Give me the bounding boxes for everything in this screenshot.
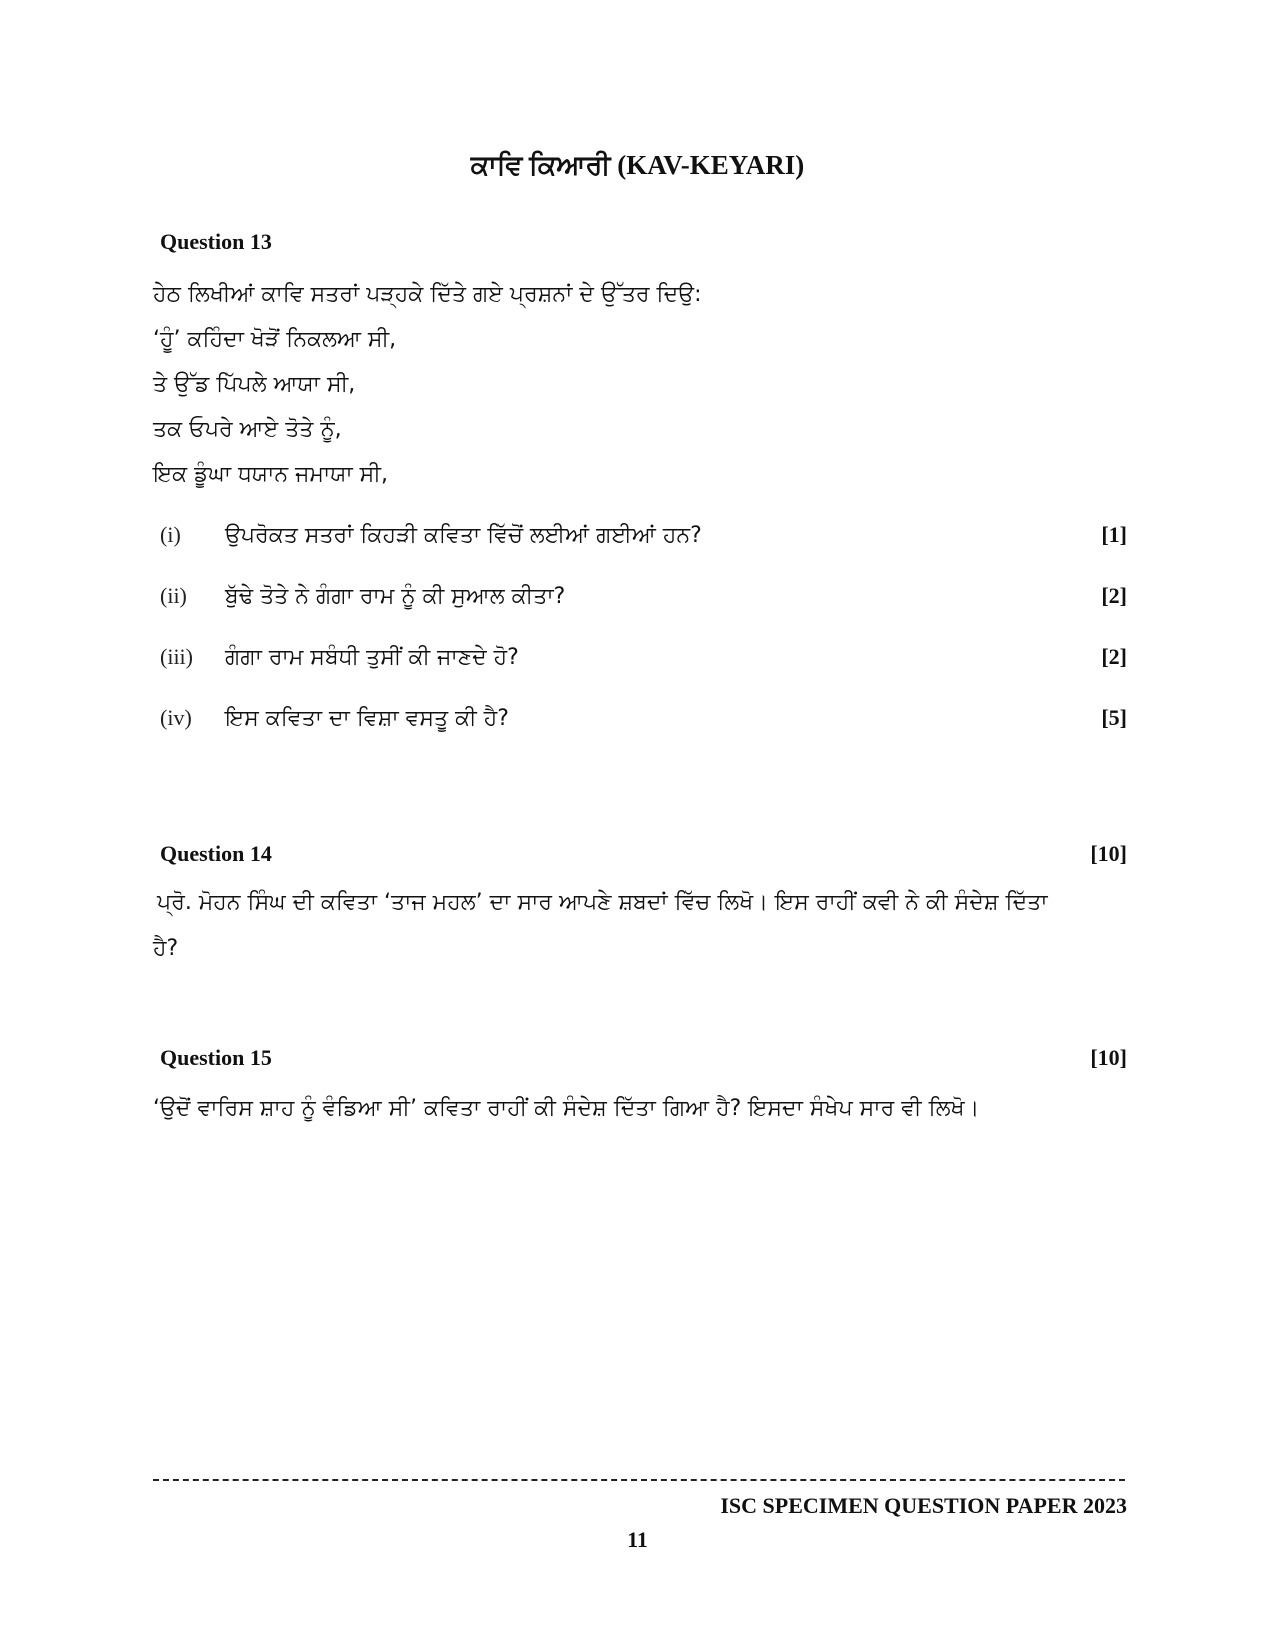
sub-question-number: (i) xyxy=(160,522,181,547)
poem-line-4: ਇਕ ਡੂੰਘਾ ਧਯਾਨ ਜਮਾਯਾ ਸੀ, xyxy=(153,462,388,487)
sub-question-ii xyxy=(160,583,1127,609)
question-13-instruction: ਹੇਠ ਲਿਖੀਆਂ ਕਾਵਿ ਸਤਰਾਂ ਪੜ੍ਹਕੇ ਦਿੱਤੇ ਗਏ ਪ੍ਰਸ਼ਨਾਂ ਦੇ ਉੱਤਰ ਦਿਉ: xyxy=(153,282,702,307)
sub-question-number: (iv) xyxy=(160,705,192,730)
sub-question-text: ਬੁੱਢੇ ਤੋਤੇ ਨੇ ਗੰਗਾ ਰਾਮ ਨੂੰ ਕੀ ਸੁਆਲ ਕੀਤਾ? xyxy=(225,584,566,609)
sub-question-text: ਇਸ ਕਵਿਤਾ ਦਾ ਵਿਸ਼ਾ ਵਸਤੂ ਕੀ ਹੈ? xyxy=(225,706,509,731)
sub-question-marks: [2] xyxy=(1101,583,1127,608)
sub-question-iv xyxy=(160,705,1127,731)
question-14-label: Question 14 xyxy=(160,841,272,866)
poem-line-2: ਤੇ ਉੱਡ ਪਿੱਪਲੇ ਆਯਾ ਸੀ, xyxy=(153,372,356,397)
sub-question-marks: [2] xyxy=(1101,644,1127,669)
question-14-text: ਪ੍ਰੋ. ਮੋਹਨ ਸਿੰਘ ਦੀ ਕਵਿਤਾ ‘ਤਾਜ ਮਹਲ’ ਦਾ ਸਾਰ ਆਪਣੇ ਸ਼ਬਦਾਂ ਵਿੱਚ ਲਿਖੋ। ਇਸ ਰਾਹੀਂ ਕਵੀ ਨੇ ਕੀ ਸੰਦੇਸ਼ ਦਿੱਤਾ ਹੈ? xyxy=(153,890,1048,961)
sub-question-text: ਉਪਰੋਕਤ ਸਤਰਾਂ ਕਿਹੜੀ ਕਵਿਤਾ ਵਿੱਚੋਂ ਲਈਆਂ ਗਈਆਂ ਹਨ? xyxy=(225,523,702,548)
sub-question-iii xyxy=(160,644,1127,670)
footer-title: ISC SPECIMEN QUESTION PAPER 2023 xyxy=(720,1493,1127,1518)
question-14-marks: [10] xyxy=(1090,841,1127,866)
question-15-heading xyxy=(160,1045,1127,1071)
question-13-heading xyxy=(160,229,1127,255)
sub-question-marks: [1] xyxy=(1101,522,1127,547)
poem-line-1: ‘ਹੂੰ’ ਕਹਿੰਦਾ ਖੋੜੋਂ ਨਿਕਲਆ ਸੀ, xyxy=(153,327,397,352)
footer-divider xyxy=(153,1479,1125,1481)
page-title: ਕਾਵਿ ਕਿਆਰੀ (KAV-KEYARI) xyxy=(470,150,805,180)
sub-question-i xyxy=(160,522,1127,548)
question-15-marks: [10] xyxy=(1090,1045,1127,1070)
question-15-text: ‘ਉਦੋਂ ਵਾਰਿਸ ਸ਼ਾਹ ਨੂੰ ਵੰਡਿਆ ਸੀ’ ਕਵਿਤਾ ਰਾਹੀਂ ਕੀ ਸੰਦੇਸ਼ ਦਿੱਤਾ ਗਿਆ ਹੈ? ਇਸਦਾ ਸੰਖੇਪ ਸਾਰ ਵੀ ਲਿਖੋ। xyxy=(153,1096,980,1121)
page-number: 11 xyxy=(627,1527,648,1552)
question-15-label: Question 15 xyxy=(160,1045,272,1070)
question-14-heading xyxy=(160,841,1127,867)
sub-question-number: (ii) xyxy=(160,583,187,608)
poem-line-3: ਤਕ ਓਪਰੇ ਆਏ ਤੋਤੇ ਨੂੰ, xyxy=(153,417,342,442)
sub-question-text: ਗੰਗਾ ਰਾਮ ਸਬੰਧੀ ਤੁਸੀਂ ਕੀ ਜਾਣਦੇ ਹੋ? xyxy=(225,645,519,670)
question-13-label: Question 13 xyxy=(160,229,272,254)
sub-question-number: (iii) xyxy=(160,644,193,669)
sub-question-marks: [5] xyxy=(1101,705,1127,730)
